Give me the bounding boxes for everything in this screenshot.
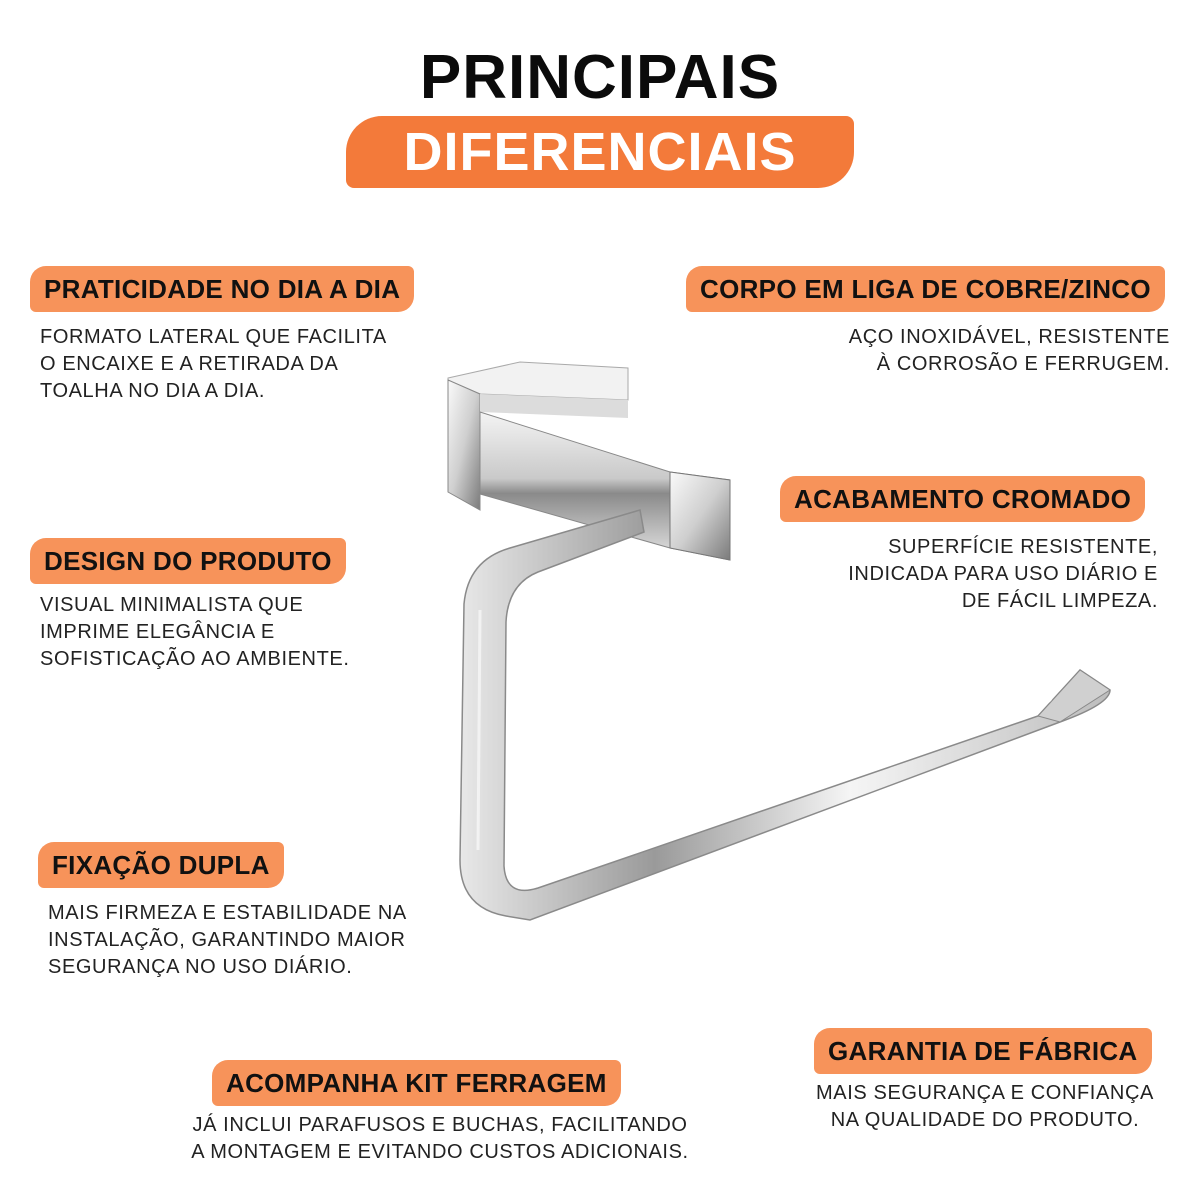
- desc-line: IMPRIME ELEGÂNCIA E: [40, 621, 275, 643]
- desc-acabamento: [848, 534, 1158, 615]
- desc-line: FORMATO LATERAL QUE FACILITA: [40, 326, 387, 348]
- badge-garantia: GARANTIA DE FÁBRICA: [814, 1028, 1152, 1074]
- desc-line: O ENCAIXE E A RETIRADA DA: [40, 353, 339, 375]
- desc-corpo: [849, 324, 1170, 378]
- desc-line: À CORROSÃO E FERRUGEM.: [876, 353, 1170, 375]
- badge-corpo: CORPO EM LIGA DE COBRE/ZINCO: [686, 266, 1165, 312]
- page-title: PRINCIPAIS: [419, 43, 781, 112]
- desc-line: INSTALAÇÃO, GARANTINDO MAIOR: [48, 929, 406, 951]
- desc-line: SUPERFÍCIE RESISTENTE,: [888, 536, 1158, 558]
- desc-line: JÁ INCLUI PARAFUSOS E BUCHAS, FACILITANDO: [192, 1114, 688, 1136]
- subtitle-banner: [346, 116, 854, 188]
- desc-praticidade: [40, 324, 387, 405]
- desc-line: SEGURANÇA NO USO DIÁRIO.: [48, 956, 353, 978]
- desc-line: MAIS SEGURANÇA E CONFIANÇA: [816, 1082, 1154, 1104]
- badge-kit: ACOMPANHA KIT FERRAGEM: [212, 1060, 621, 1106]
- desc-line: VISUAL MINIMALISTA QUE: [40, 594, 304, 616]
- badge-fixacao: FIXAÇÃO DUPLA: [38, 842, 284, 888]
- desc-line: INDICADA PARA USO DIÁRIO E: [848, 563, 1158, 585]
- desc-garantia: [790, 1080, 1180, 1134]
- badge-praticidade: PRATICIDADE NO DIA A DIA: [30, 266, 414, 312]
- desc-kit: [140, 1112, 740, 1166]
- desc-design: [40, 592, 350, 673]
- desc-line: DE FÁCIL LIMPEZA.: [961, 590, 1158, 612]
- desc-line: NA QUALIDADE DO PRODUTO.: [830, 1109, 1140, 1131]
- subtitle-text: DIFERENCIAIS: [403, 122, 797, 182]
- chrome-towel-ring-icon: [420, 360, 1140, 940]
- desc-line: SOFISTICAÇÃO AO AMBIENTE.: [40, 648, 350, 670]
- badge-acabamento: ACABAMENTO CROMADO: [780, 476, 1145, 522]
- desc-line: TOALHA NO DIA A DIA.: [40, 380, 266, 402]
- desc-line: AÇO INOXIDÁVEL, RESISTENTE: [848, 326, 1170, 348]
- badge-design: DESIGN DO PRODUTO: [30, 538, 346, 584]
- desc-line: MAIS FIRMEZA E ESTABILIDADE NA: [48, 902, 407, 924]
- desc-fixacao: [48, 900, 407, 981]
- desc-line: A MONTAGEM E EVITANDO CUSTOS ADICIONAIS.: [191, 1141, 689, 1163]
